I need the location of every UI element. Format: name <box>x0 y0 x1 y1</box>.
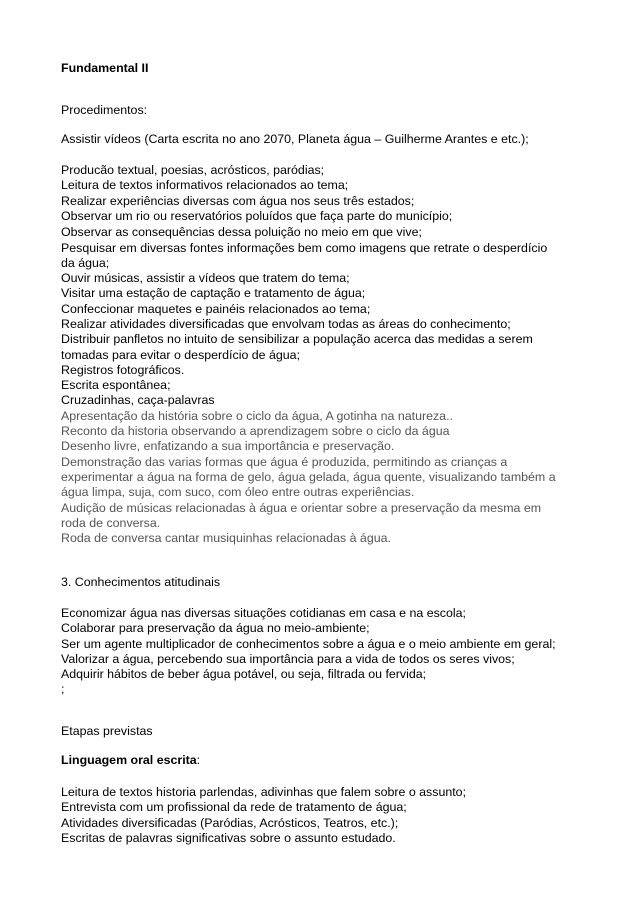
etapas-title: Etapas previstas <box>61 724 153 738</box>
list-item: Entrevista com um profissional da rede de tratamento de água; <box>61 800 407 814</box>
list-item: Leitura de textos historia parlendas, adivinhas que falem sobre o assunto; <box>61 785 467 799</box>
list-item: Visitar uma estação de captação e tratamento de água; <box>61 286 366 300</box>
atitudinais-title: 3. Conhecimentos atitudinais <box>61 575 221 589</box>
linguagem-title: Linguagem oral escrita <box>61 753 197 767</box>
list-item: Desenho livre, enfatizando a sua importância e preservação. <box>61 439 395 453</box>
list-item: Atividades diversificadas (Paródias, Acrósticos, Teatros, etc.); <box>61 816 399 830</box>
list-item: Producão textual, poesias, acrósticos, paródias; <box>61 163 325 177</box>
list-item: Economizar água nas diversas situações cotidianas em casa e na escola; <box>61 606 466 620</box>
list-item: Registros fotográficos. <box>61 363 185 377</box>
procedimentos-title: Procedimentos: <box>61 103 148 117</box>
list-item: Valorizar a água, percebendo sua importância para a vida de todos os seres vivos; <box>61 652 515 666</box>
list-item: Audição de músicas relacionadas à água e orientar sobre a preservação da mesma em <box>61 501 542 515</box>
list-item: Ser um agente multiplicador de conhecimentos sobre a água e o meio ambiente em geral; <box>61 637 556 651</box>
list-item: tomadas para evitar o desperdício de água; <box>61 348 301 362</box>
list-item: Escritas de palavras significativas sobre o assunto estudado. <box>61 831 396 845</box>
list-item: Adquirir hábitos de beber água potável, ou seja, filtrada ou fervida; <box>61 667 427 681</box>
linguagem-colon: : <box>196 753 201 767</box>
list-item: Reconto da historia observando a aprendizagem sobre o ciclo da água <box>61 424 450 438</box>
list-item: Confeccionar maquetes e painéis relacionados ao tema; <box>61 302 371 316</box>
list-item: Realizar atividades diversificadas que envolvam todas as áreas do conhecimento; <box>61 317 511 331</box>
linguagem-heading <box>61 752 200 768</box>
list-item: Leitura de textos informativos relacionados ao tema; <box>61 178 349 192</box>
list-item: da água; <box>61 256 110 270</box>
list-item: experimentar a água na forma de gelo, água gelada, água quente, visualizando também a <box>61 470 556 484</box>
list-item: Escrita espontânea; <box>61 378 171 392</box>
list-item: roda de conversa. <box>61 516 161 530</box>
list-item: Roda de conversa cantar musiquinhas relacionadas à água. <box>61 531 391 545</box>
list-item: Observar as consequências dessa poluição no meio em que vive; <box>61 225 422 239</box>
list-item: Distribuir panfletos no intuito de sensibilizar a população acerca das medidas a serem <box>61 332 533 346</box>
list-item: Apresentação da história sobre o ciclo da água, A gotinha na natureza.. <box>61 409 453 423</box>
list-item: Cruzadinhas, caça-palavras <box>61 393 215 407</box>
list-item: Pesquisar em diversas fontes informações bem como imagens que retrate o desperdício <box>61 241 548 255</box>
list-item: Observar um rio ou reservatórios poluídos que faça parte do município; <box>61 209 453 223</box>
section-heading: Fundamental II <box>61 61 149 75</box>
list-item: Demonstração das varias formas que água é produzida, permitindo as crianças a <box>61 455 508 469</box>
assistir-videos-line: Assistir vídeos (Carta escrita no ano 2070, Planeta água – Guilherme Arantes e etc.); <box>61 132 529 146</box>
list-item: ; <box>61 682 65 696</box>
list-item: Realizar experiências diversas com água nos seus três estados; <box>61 194 415 208</box>
list-item: Colaborar para preservação da água no meio-ambiente; <box>61 621 370 635</box>
list-item: Ouvir músicas, assistir a vídeos que tratem do tema; <box>61 271 350 285</box>
list-item: água limpa, suja, com suco, com óleo entre outras experiências. <box>61 485 415 499</box>
